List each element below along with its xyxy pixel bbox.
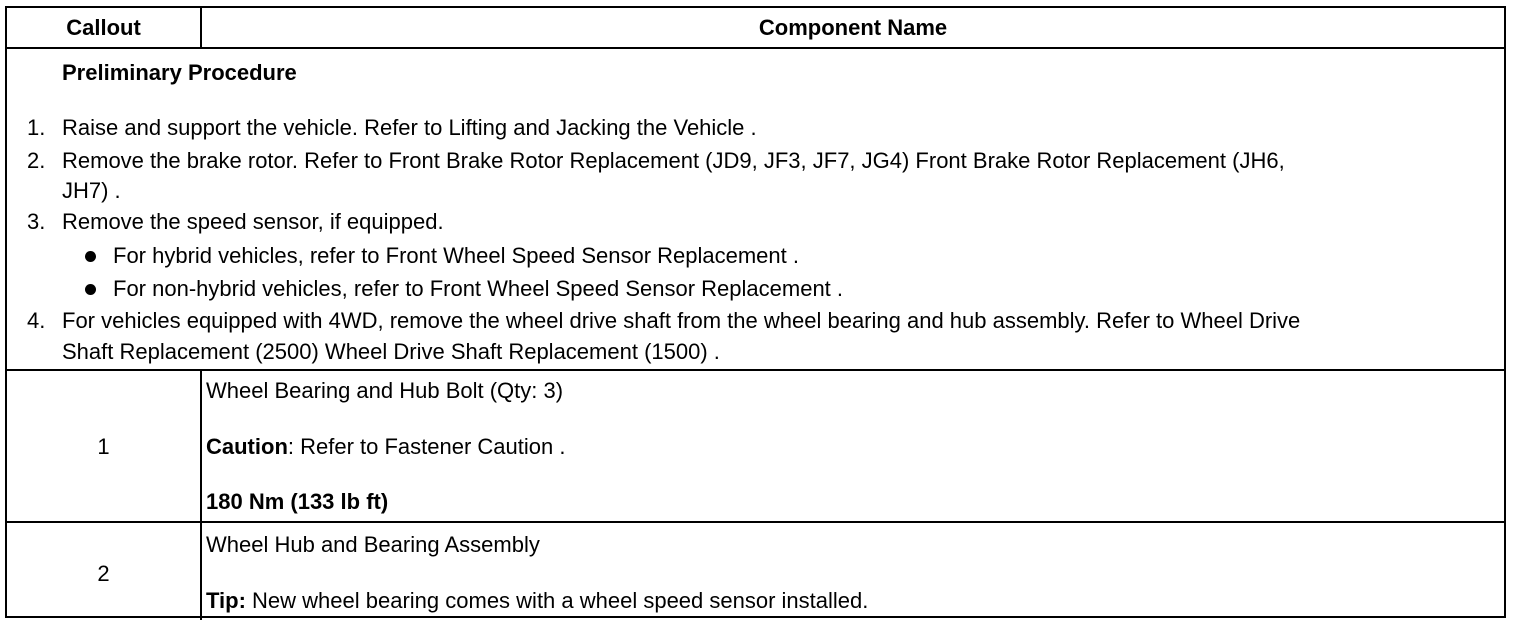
- bullet-text: For non-hybrid vehicles, refer to Front Wheel Speed Sensor Replacement .: [113, 276, 844, 301]
- step-number: 1.: [27, 115, 46, 140]
- bullet-icon: [85, 284, 96, 295]
- step-number: 2.: [27, 148, 46, 173]
- preliminary-divider: [7, 369, 1504, 371]
- header-divider: [7, 47, 1504, 49]
- step-number: 3.: [27, 209, 46, 234]
- caution-text: : Refer to Fastener Caution .: [287, 434, 566, 459]
- step-text: For vehicles equipped with 4WD, remove the wheel drive shaft from the wheel bearing and hub assembly. Refer to Wheel Drive: [62, 308, 1301, 333]
- step-text-continued: JH7) .: [62, 178, 121, 203]
- step-text: Remove the brake rotor. Refer to Front Brake Rotor Replacement (JD9, JF3, JF7, JG4) Front Brake Rotor Replacement (JH6,: [62, 148, 1285, 173]
- component-name-header: Component Name: [758, 15, 948, 40]
- callout-number: 1: [97, 434, 110, 459]
- rows-column-divider: [200, 370, 202, 620]
- step-text: Remove the speed sensor, if equipped.: [62, 209, 444, 234]
- caution-note: [206, 434, 565, 460]
- row-divider: [7, 521, 1504, 523]
- step-text: Raise and support the vehicle. Refer to Lifting and Jacking the Vehicle .: [62, 115, 757, 140]
- bullet-icon: [85, 251, 96, 262]
- callout-number: 2: [97, 561, 110, 586]
- tip-label: Tip:: [206, 588, 246, 613]
- procedure-table: [5, 6, 1506, 618]
- callout-header: Callout: [66, 15, 141, 40]
- bullet-text: For hybrid vehicles, refer to Front Wheel Speed Sensor Replacement .: [113, 243, 799, 268]
- tip-note: [206, 588, 868, 614]
- step-text-continued: Shaft Replacement (2500) Wheel Drive Shaft Replacement (1500) .: [62, 339, 720, 364]
- torque-spec: 180 Nm (133 lb ft): [206, 489, 389, 514]
- tip-text: New wheel bearing comes with a wheel speed sensor installed.: [245, 588, 869, 613]
- preliminary-heading: Preliminary Procedure: [62, 60, 297, 85]
- step-number: 4.: [27, 308, 46, 333]
- caution-label: Caution: [206, 434, 288, 459]
- component-name: Wheel Bearing and Hub Bolt (Qty: 3): [206, 378, 564, 403]
- component-name: Wheel Hub and Bearing Assembly: [206, 532, 540, 557]
